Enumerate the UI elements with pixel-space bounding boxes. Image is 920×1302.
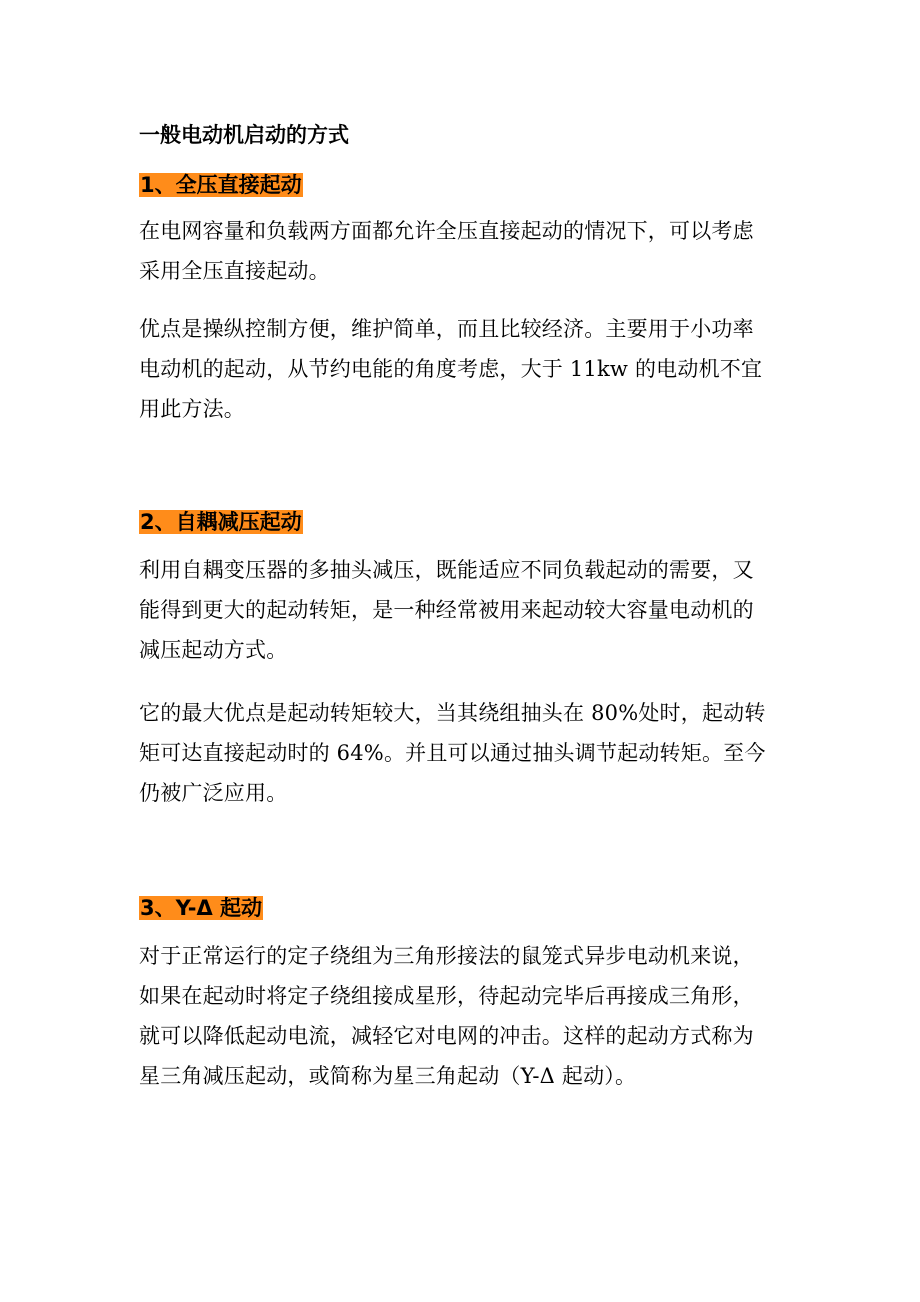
section-heading-3-text: 3、Y-Δ 起动	[140, 896, 263, 920]
section-heading-2-text: 2、自耦减压起动	[140, 510, 302, 534]
text-line: 减压起动方式。	[139, 638, 288, 662]
section-1-paragraph-2	[139, 309, 779, 429]
text-line: 它的最大优点是起动转矩较大，当其绕组抽头在 80%处时，起动转	[139, 701, 766, 725]
section-2-paragraph-2	[139, 693, 779, 813]
text-line: 就可以降低起动电流，减轻它对电网的冲击。这样的起动方式称为	[139, 1024, 754, 1048]
section-2-paragraph-1	[139, 550, 779, 670]
text-line: 仍被广泛应用。	[139, 781, 288, 805]
section-1-paragraph-1	[139, 211, 779, 291]
section-3-paragraph-1	[139, 936, 779, 1096]
page-title: 一般电动机启动的方式	[139, 123, 349, 147]
text-line: 星三角减压起动，或简称为星三角起动（Y-Δ 起动）。	[139, 1064, 637, 1088]
text-line: 优点是操纵控制方便，维护简单，而且比较经济。主要用于小功率	[139, 317, 754, 341]
section-heading-3	[139, 893, 265, 923]
text-line: 利用自耦变压器的多抽头减压，既能适应不同负载起动的需要，又	[139, 558, 754, 582]
text-line: 电动机的起动，从节约电能的角度考虑，大于 11kw 的电动机不宜	[139, 357, 763, 381]
text-line: 对于正常运行的定子绕组为三角形接法的鼠笼式异步电动机来说，	[139, 944, 754, 968]
section-heading-1-text: 1、全压直接起动	[140, 173, 302, 197]
text-line: 矩可达直接起动时的 64%。并且可以通过抽头调节起动转矩。至今	[139, 741, 766, 765]
text-line: 用此方法。	[139, 397, 245, 421]
section-heading-1	[139, 170, 305, 200]
section-heading-2	[139, 507, 305, 537]
text-line: 如果在起动时将定子绕组接成星形，待起动完毕后再接成三角形，	[139, 984, 754, 1008]
text-line: 能得到更大的起动转矩，是一种经常被用来起动较大容量电动机的	[139, 598, 754, 622]
text-line: 在电网容量和负载两方面都允许全压直接起动的情况下，可以考虑	[139, 219, 754, 243]
text-line: 采用全压直接起动。	[139, 259, 330, 283]
